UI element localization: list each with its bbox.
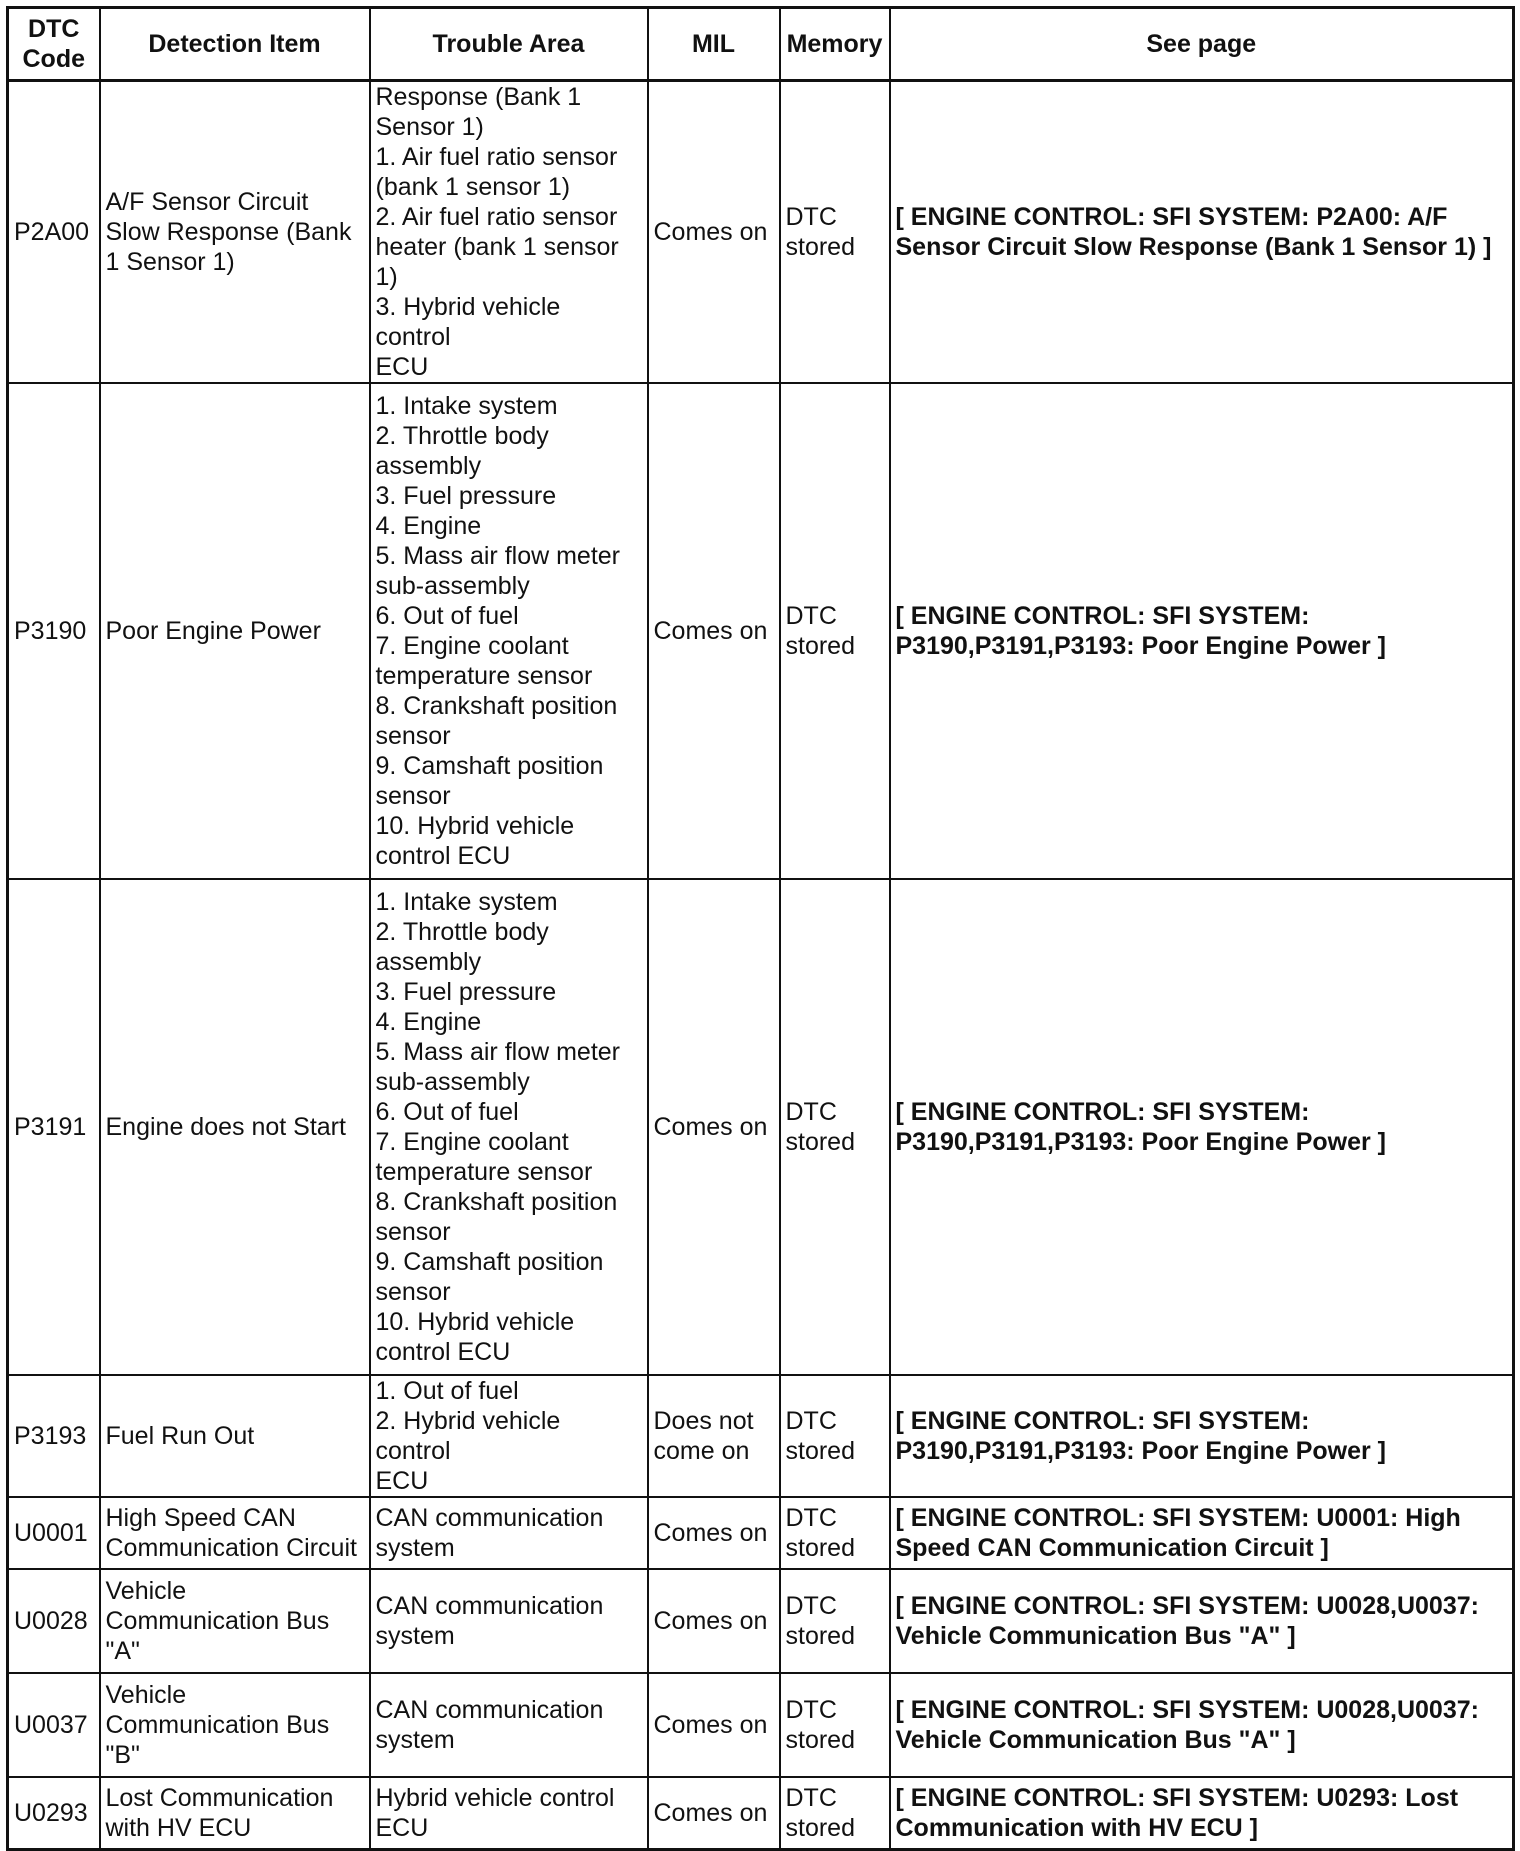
cell-line: Vehicle: [105, 1577, 187, 1605]
cell-line: P3190,P3191,P3193: Poor Engine Power ]: [895, 1437, 1387, 1465]
cell-line: Poor Engine Power: [105, 617, 321, 645]
cell-line: Comes on: [653, 218, 768, 246]
memory-cell: [780, 1569, 890, 1673]
cell-line: Comes on: [653, 617, 768, 645]
trouble-area-cell: [370, 1497, 648, 1569]
cell-line: 3. Fuel pressure: [375, 978, 557, 1006]
cell-line: 2. Throttle body: [375, 422, 549, 450]
dtc-code-cell: [8, 1777, 100, 1849]
cell-line: [ ENGINE CONTROL: SFI SYSTEM:: [895, 1407, 1310, 1435]
mil-cell: [648, 1569, 780, 1673]
cell-line: 5. Mass air flow meter: [375, 1038, 621, 1066]
dtc-code-cell: [8, 1497, 100, 1569]
cell-line: DTC: [785, 1504, 837, 1532]
cell-line: High Speed CAN: [105, 1504, 296, 1532]
cell-line: control ECU: [375, 842, 511, 870]
cell-line: system: [375, 1622, 455, 1650]
cell-line: DTC: [785, 1592, 837, 1620]
cell-line: Engine does not Start: [105, 1113, 346, 1141]
cell-line: stored: [785, 233, 855, 261]
header-row: [8, 8, 1514, 81]
detection-item-cell: [100, 1375, 370, 1497]
cell-line: [ ENGINE CONTROL: SFI SYSTEM:: [895, 1098, 1310, 1126]
mil-cell: [648, 383, 780, 879]
cell-line: stored: [785, 1437, 855, 1465]
cell-line: P3190,P3191,P3193: Poor Engine Power ]: [895, 1128, 1387, 1156]
cell-line: DTC: [785, 1783, 837, 1812]
cell-line: DTC: [785, 1098, 837, 1126]
cell-line: temperature sensor: [375, 1158, 593, 1186]
table-header: [8, 8, 1514, 81]
dtc-code-cell: [8, 879, 100, 1375]
memory-cell: [780, 1777, 890, 1849]
mil-cell: [648, 1375, 780, 1497]
cell-line: 6. Out of fuel: [375, 1098, 519, 1126]
cell-line: 2. Throttle body: [375, 918, 549, 946]
cell-line: Communication Circuit: [105, 1534, 357, 1562]
cell-line: MIL: [691, 30, 736, 58]
see-page-cell: [890, 383, 1514, 879]
cell-line: CAN communication: [375, 1696, 604, 1724]
dtc-code-cell: [8, 81, 100, 384]
trouble-area-cell: [370, 383, 648, 879]
cell-line: See page: [1146, 30, 1257, 58]
cell-line: Sensor 1): [375, 113, 484, 141]
cell-line: control ECU: [375, 1338, 511, 1366]
header-mil: [648, 8, 780, 81]
dtc-code-cell: [8, 1569, 100, 1673]
table-row: [8, 383, 1514, 879]
detection-item-cell: [100, 1569, 370, 1673]
cell-line: Vehicle: [105, 1681, 187, 1709]
cell-line: Communication Bus: [105, 1711, 330, 1739]
table-row: [8, 1569, 1514, 1673]
cell-line: heater (bank 1 sensor: [375, 233, 619, 261]
cell-line: DTC: [28, 15, 80, 43]
cell-line: 8. Crankshaft position: [375, 1188, 618, 1216]
cell-line: [ ENGINE CONTROL: SFI SYSTEM: U0293: Lost: [895, 1783, 1459, 1812]
cell-line: sensor: [375, 782, 451, 810]
cell-line: assembly: [375, 948, 482, 976]
cell-line: [ ENGINE CONTROL: SFI SYSTEM: U0028,U0037:: [895, 1696, 1479, 1724]
see-page-cell: [890, 879, 1514, 1375]
header-dtc-code: [8, 8, 100, 81]
cell-line: stored: [785, 1622, 855, 1650]
detection-item-cell: [100, 81, 370, 384]
cell-line: stored: [785, 1726, 855, 1754]
cell-line: U0028: [14, 1607, 88, 1635]
detection-item-cell: [100, 383, 370, 879]
cell-line: sub-assembly: [375, 572, 530, 600]
mil-cell: [648, 1497, 780, 1569]
cell-line: P3191: [14, 1113, 87, 1141]
table-body: [8, 81, 1514, 1850]
cell-line: P2A00: [14, 218, 90, 246]
cell-line: Vehicle Communication Bus "A" ]: [895, 1622, 1296, 1650]
cell-line: P3190,P3191,P3193: Poor Engine Power ]: [895, 632, 1387, 660]
cell-line: "B": [105, 1741, 140, 1769]
table-row: [8, 1673, 1514, 1777]
trouble-area-cell: [370, 1375, 648, 1497]
cell-line: 7. Engine coolant: [375, 632, 569, 660]
cell-line: Memory: [786, 30, 883, 58]
cell-line: DTC: [785, 1696, 837, 1724]
cell-line: stored: [785, 1128, 855, 1156]
dtc-code-cell: [8, 1673, 100, 1777]
dtc-table: [6, 6, 1515, 1851]
cell-line: ECU: [375, 1813, 429, 1842]
cell-line: DTC: [785, 1407, 837, 1435]
table-row: [8, 1375, 1514, 1497]
table-row: [8, 1777, 1514, 1849]
see-page-cell: [890, 1777, 1514, 1849]
cell-line: Comes on: [653, 1113, 768, 1141]
cell-line: ECU: [375, 353, 429, 381]
detection-item-cell: [100, 879, 370, 1375]
cell-line: Speed CAN Communication Circuit ]: [895, 1534, 1329, 1562]
memory-cell: [780, 383, 890, 879]
cell-line: Code: [22, 45, 85, 73]
header-detection-item: [100, 8, 370, 81]
table-row: [8, 81, 1514, 384]
cell-line: [ ENGINE CONTROL: SFI SYSTEM:: [895, 602, 1310, 630]
cell-line: A/F Sensor Circuit: [105, 188, 309, 216]
cell-line: Comes on: [653, 1607, 768, 1635]
see-page-cell: [890, 1375, 1514, 1497]
cell-line: stored: [785, 632, 855, 660]
cell-line: "A": [105, 1637, 140, 1665]
cell-line: U0037: [14, 1711, 88, 1739]
cell-line: temperature sensor: [375, 662, 593, 690]
memory-cell: [780, 1673, 890, 1777]
cell-line: sub-assembly: [375, 1068, 530, 1096]
mil-cell: [648, 81, 780, 384]
cell-line: [ ENGINE CONTROL: SFI SYSTEM: P2A00: A/F: [895, 203, 1448, 231]
dtc-code-cell: [8, 1375, 100, 1497]
cell-line: 1 Sensor 1): [105, 248, 235, 276]
cell-line: P3193: [14, 1422, 87, 1450]
cell-line: 3. Fuel pressure: [375, 482, 557, 510]
cell-line: Fuel Run Out: [105, 1422, 255, 1450]
mil-cell: [648, 1777, 780, 1849]
memory-cell: [780, 1375, 890, 1497]
trouble-area-cell: [370, 1673, 648, 1777]
detection-item-cell: [100, 1777, 370, 1849]
cell-line: stored: [785, 1534, 855, 1562]
cell-line: 1. Air fuel ratio sensor: [375, 143, 618, 171]
cell-line: 8. Crankshaft position: [375, 692, 618, 720]
cell-line: come on: [653, 1437, 750, 1465]
cell-line: Communication Bus: [105, 1607, 330, 1635]
cell-line: stored: [785, 1813, 855, 1842]
trouble-area-cell: [370, 879, 648, 1375]
cell-line: [ ENGINE CONTROL: SFI SYSTEM: U0001: High: [895, 1504, 1461, 1532]
trouble-area-cell: [370, 81, 648, 384]
cell-line: ECU: [375, 1467, 429, 1495]
cell-line: 10. Hybrid vehicle: [375, 1308, 575, 1336]
see-page-cell: [890, 1569, 1514, 1673]
cell-line: sensor: [375, 1278, 451, 1306]
dtc-code-cell: [8, 383, 100, 879]
cell-line: Comes on: [653, 1519, 768, 1547]
cell-line: Response (Bank 1: [375, 83, 582, 111]
table-row: [8, 1497, 1514, 1569]
mil-cell: [648, 1673, 780, 1777]
cell-line: Comes on: [653, 1711, 768, 1739]
cell-line: 7. Engine coolant: [375, 1128, 569, 1156]
trouble-area-cell: [370, 1569, 648, 1673]
cell-line: system: [375, 1726, 455, 1754]
cell-line: 1. Intake system: [375, 888, 558, 916]
cell-line: 3. Hybrid vehicle control: [375, 293, 561, 351]
cell-line: Trouble Area: [432, 30, 585, 58]
cell-line: P3190: [14, 617, 87, 645]
cell-line: Lost Communication: [105, 1783, 334, 1812]
cell-line: Detection Item: [148, 30, 321, 58]
cell-line: Hybrid vehicle control: [375, 1783, 615, 1812]
cell-line: 2. Air fuel ratio sensor: [375, 203, 618, 231]
header-memory: [780, 8, 890, 81]
cell-line: Communication with HV ECU ]: [895, 1813, 1258, 1842]
cell-line: system: [375, 1534, 455, 1562]
cell-line: 2. Hybrid vehicle control: [375, 1407, 561, 1465]
cell-line: Slow Response (Bank: [105, 218, 352, 246]
mil-cell: [648, 879, 780, 1375]
cell-line: DTC: [785, 602, 837, 630]
cell-line: sensor: [375, 1218, 451, 1246]
cell-line: DTC: [785, 203, 837, 231]
cell-line: 10. Hybrid vehicle: [375, 812, 575, 840]
cell-line: Comes on: [653, 1798, 768, 1827]
cell-line: 4. Engine: [375, 1008, 482, 1036]
cell-line: sensor: [375, 722, 451, 750]
memory-cell: [780, 879, 890, 1375]
cell-line: (bank 1 sensor 1): [375, 173, 571, 201]
cell-line: Vehicle Communication Bus "A" ]: [895, 1726, 1296, 1754]
detection-item-cell: [100, 1673, 370, 1777]
table-row: [8, 879, 1514, 1375]
memory-cell: [780, 1497, 890, 1569]
header-trouble-area: [370, 8, 648, 81]
cell-line: 1. Intake system: [375, 392, 558, 420]
cell-line: Does not: [653, 1407, 754, 1435]
header-see-page: [890, 8, 1514, 81]
cell-line: with HV ECU: [105, 1813, 252, 1842]
see-page-cell: [890, 81, 1514, 384]
cell-line: CAN communication: [375, 1592, 604, 1620]
cell-line: 1): [375, 263, 398, 291]
memory-cell: [780, 81, 890, 384]
cell-line: 1. Out of fuel: [375, 1377, 519, 1405]
cell-line: U0001: [14, 1519, 88, 1547]
cell-line: [ ENGINE CONTROL: SFI SYSTEM: U0028,U0037:: [895, 1592, 1479, 1620]
cell-line: 9. Camshaft position: [375, 752, 604, 780]
cell-line: 5. Mass air flow meter: [375, 542, 621, 570]
cell-line: 6. Out of fuel: [375, 602, 519, 630]
cell-line: 4. Engine: [375, 512, 482, 540]
see-page-cell: [890, 1497, 1514, 1569]
cell-line: assembly: [375, 452, 482, 480]
see-page-cell: [890, 1673, 1514, 1777]
trouble-area-cell: [370, 1777, 648, 1849]
cell-line: CAN communication: [375, 1504, 604, 1532]
cell-line: U0293: [14, 1798, 88, 1827]
cell-line: 9. Camshaft position: [375, 1248, 604, 1276]
detection-item-cell: [100, 1497, 370, 1569]
cell-line: Sensor Circuit Slow Response (Bank 1 Sensor 1) ]: [895, 233, 1492, 261]
